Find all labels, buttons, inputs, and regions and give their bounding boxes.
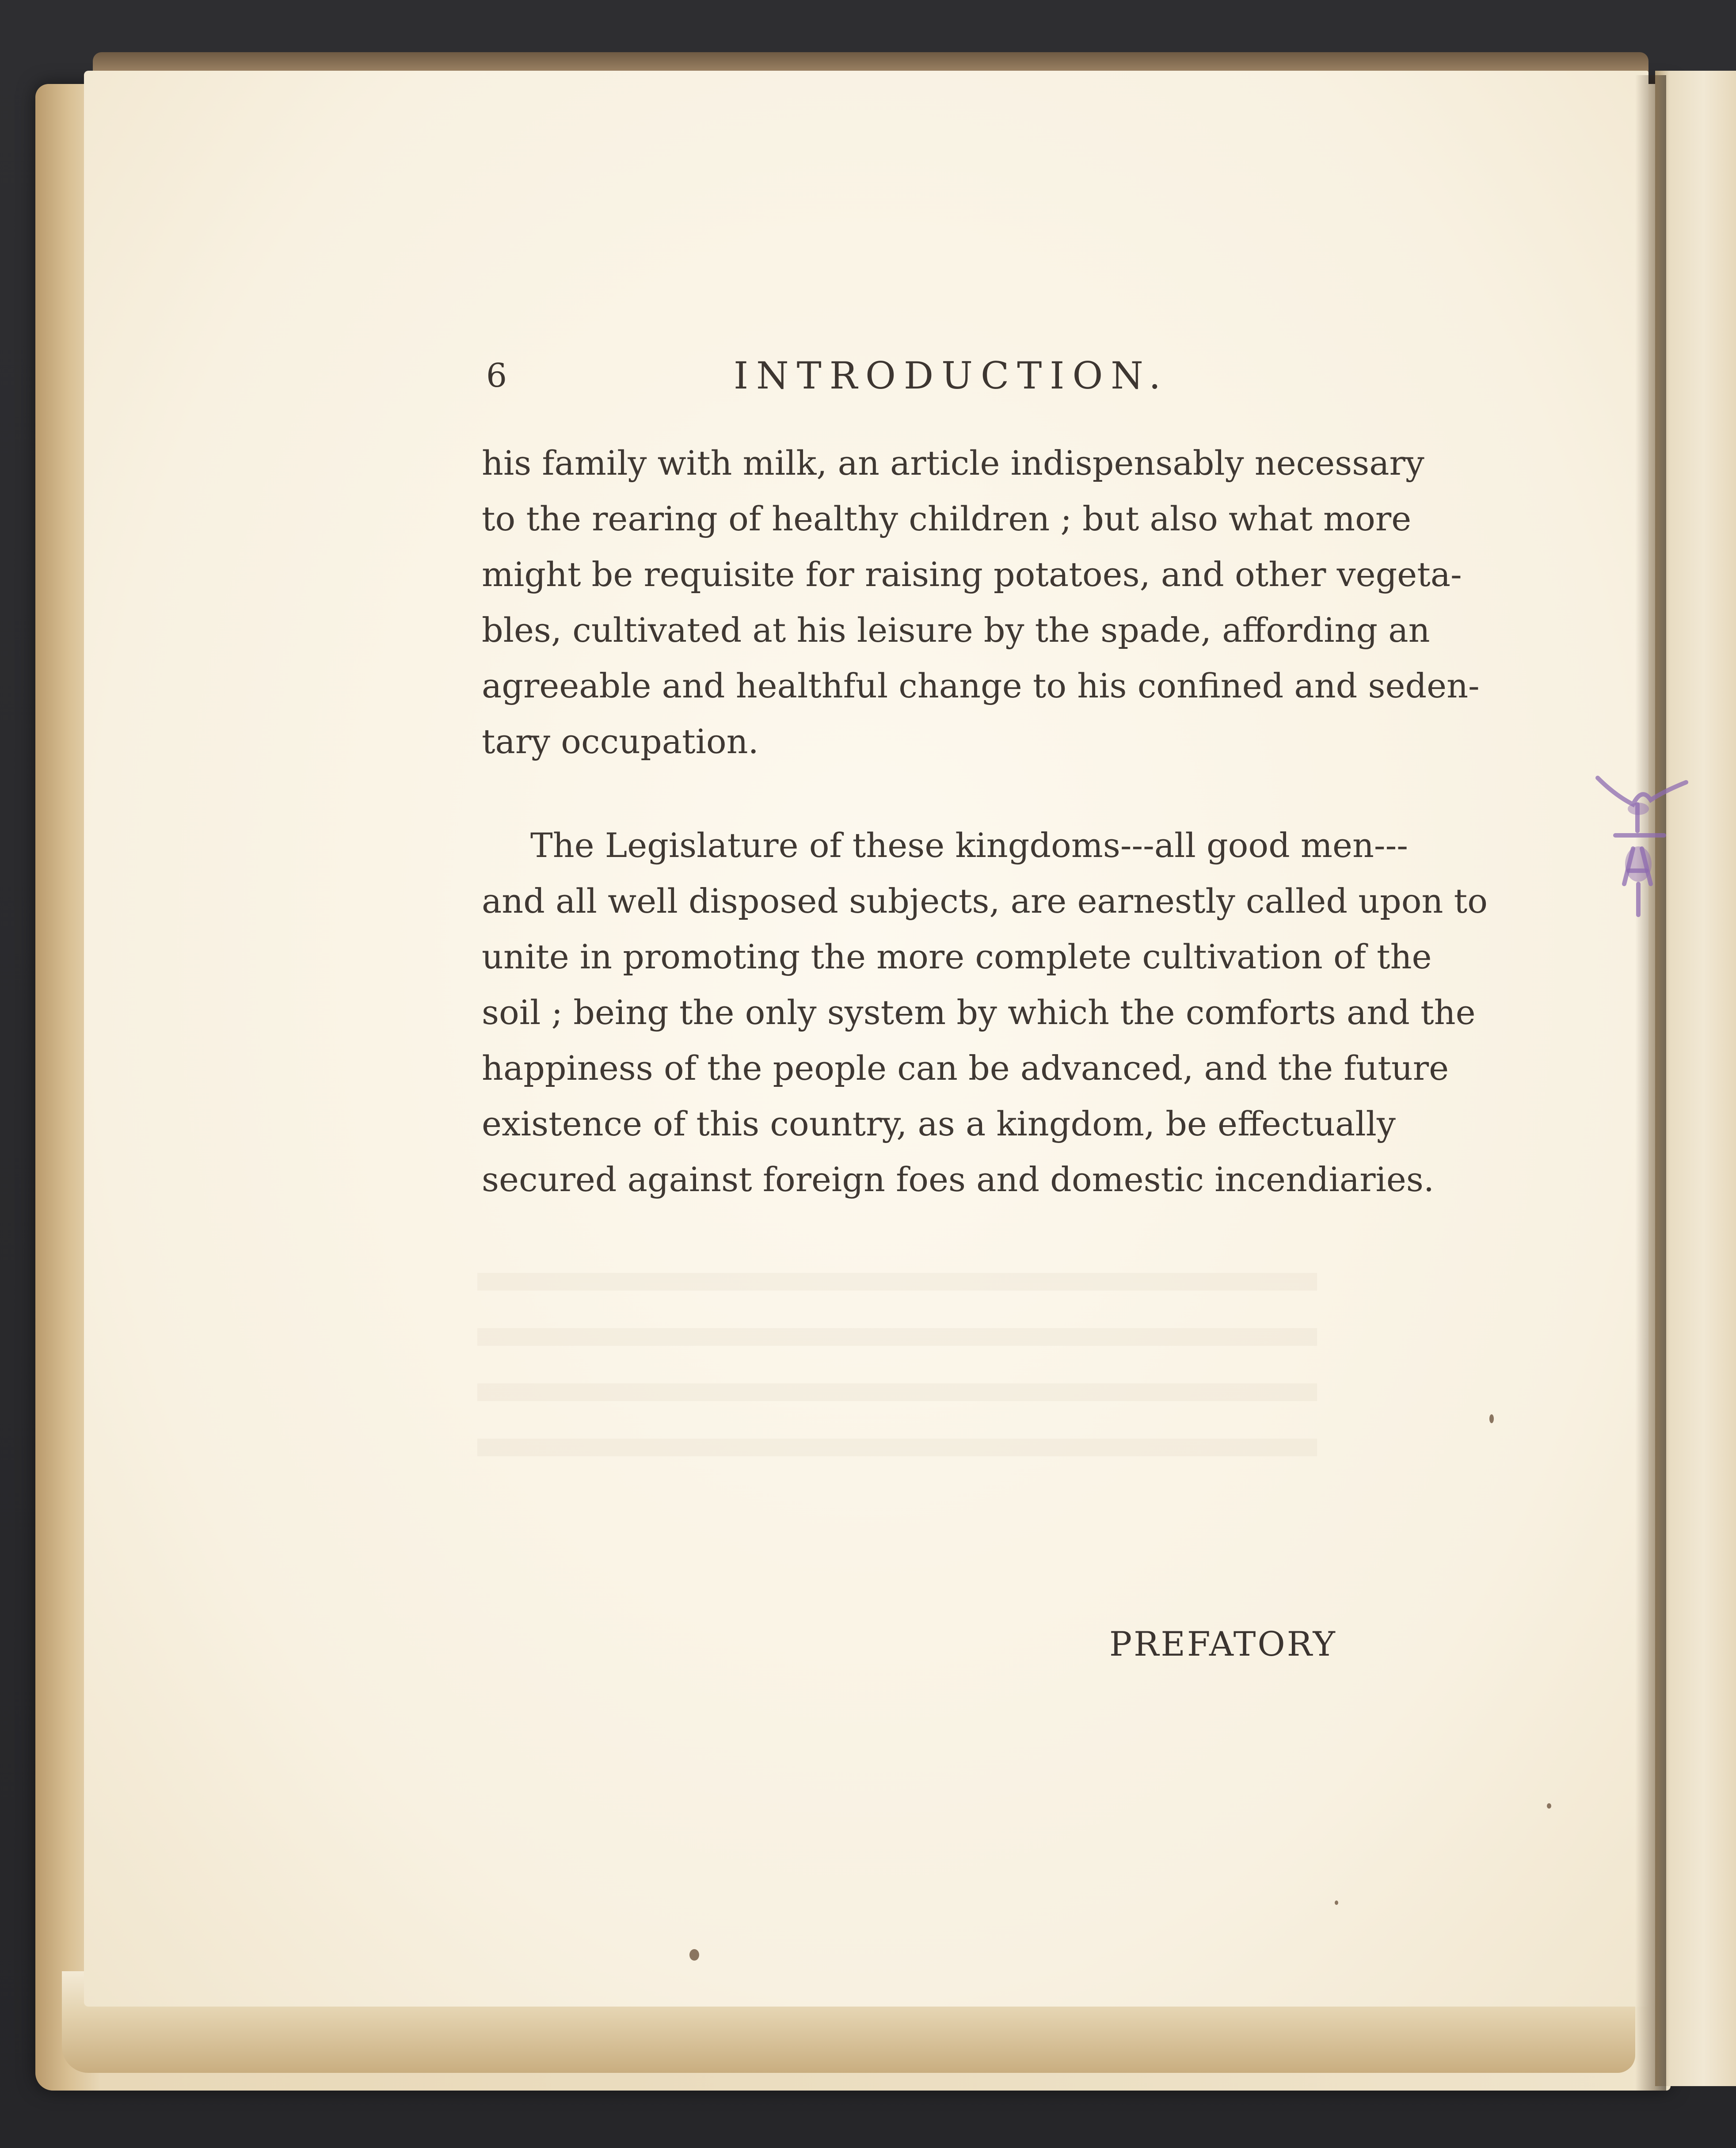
running-head xyxy=(486,349,1366,402)
text-line: bles, cultivated at his leisure by the spade, affording an xyxy=(482,610,1430,650)
text-line: soil ; being the only system by which the comforts and the xyxy=(482,993,1476,1032)
text-line: tary occupation. xyxy=(482,722,759,761)
paper-speck xyxy=(1335,1900,1338,1905)
text-line: to the rearing of healthy children ; but also what more xyxy=(482,499,1412,538)
paragraph-1 xyxy=(482,435,1480,769)
facing-page xyxy=(1655,71,1736,2086)
text-line: unite in promoting the more complete cultivation of the xyxy=(482,937,1432,976)
text-line: secured against foreign foes and domestic incendiaries. xyxy=(482,1160,1434,1199)
reverse-show-through xyxy=(477,1273,1317,1485)
page-number: 6 xyxy=(486,357,507,395)
text-line: and all well disposed subjects, are earnestly called upon to xyxy=(482,881,1488,921)
paper-speck xyxy=(1489,1414,1494,1423)
text-line: The Legislature of these kingdoms---all good men--- xyxy=(530,826,1408,865)
running-head-title: INTRODUCTION. xyxy=(734,354,1169,397)
paper-speck xyxy=(689,1949,699,1961)
paragraph-2 xyxy=(482,818,1488,1207)
text-line: existence of this country, as a kingdom, be effectually xyxy=(482,1104,1396,1143)
text-line: happiness of the people can be advanced, and the future xyxy=(482,1048,1449,1088)
library-stamp-icon xyxy=(1589,769,1695,955)
text-line: agreeable and healthful change to his confined and seden- xyxy=(482,666,1480,705)
catchword: PREFATORY xyxy=(1109,1624,1337,1664)
paper-speck xyxy=(1547,1803,1551,1809)
gutter-shadow xyxy=(1635,75,1666,2091)
text-line: might be requisite for raising potatoes, and other vegeta- xyxy=(482,555,1462,594)
text-line: his family with milk, an article indispensably necessary xyxy=(482,443,1424,483)
